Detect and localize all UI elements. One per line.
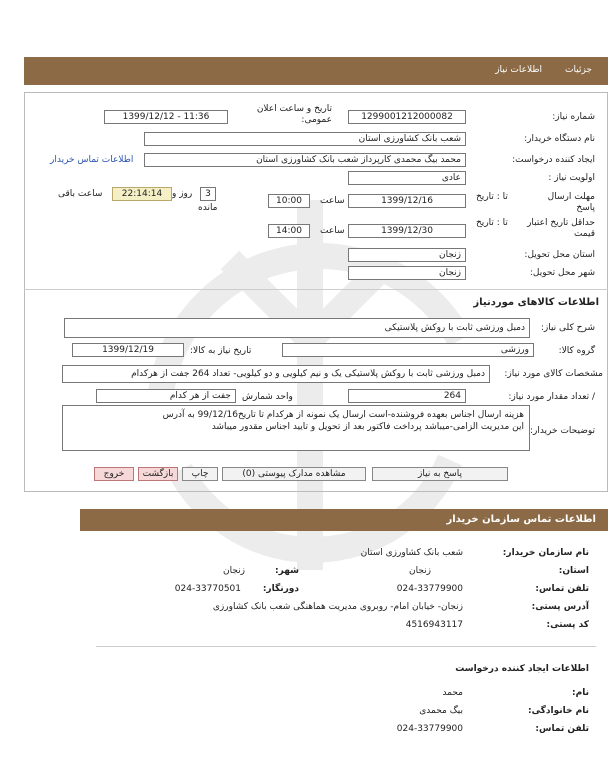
creator-name-value: محمد xyxy=(442,688,463,698)
creator-field: محمد بیگ محمدی کارپرداز شعب بانک کشاورزی استان xyxy=(144,153,466,167)
creator-phone-label: تلفن تماس: xyxy=(535,724,589,734)
days-label: روز و xyxy=(172,189,193,199)
validity-date-field: 1399/12/30 xyxy=(348,224,466,238)
contact-address-value: زنجان- خیابان امام- روبروی مدیریت هماهنگی شعب بانک کشاورزی xyxy=(212,602,463,612)
delivery-city-label: شهر محل تحویل: xyxy=(529,268,595,278)
delivery-province-label: استان محل تحویل: xyxy=(524,250,595,260)
need-summary-field: دمبل ورزشی ثابت با روکش پلاستیکی xyxy=(64,318,530,338)
deadline-to-date-label: تا : تاریخ xyxy=(476,192,508,202)
print-button[interactable]: چاپ xyxy=(182,467,218,481)
validity-to-date-label: تا : تاریخ xyxy=(476,218,508,228)
delivery-province-field: زنجان xyxy=(348,248,466,262)
deadline-time-label: ساعت xyxy=(320,196,345,206)
quantity-field: 264 xyxy=(348,389,466,403)
creator-family-label: نام خانوادگی: xyxy=(527,706,589,716)
need-number-field: 1299001212000082 xyxy=(348,110,466,124)
contact-fax-label: دورنگار: xyxy=(262,584,299,594)
days-remaining-field: 3 xyxy=(200,187,216,201)
top-header-bar xyxy=(24,57,608,85)
creator-family-value: بیگ محمدی xyxy=(419,706,463,716)
need-summary-label: شرح کلی نیاز: xyxy=(540,323,595,333)
contact-banner-title: اطلاعات تماس سازمان خریدار xyxy=(446,514,596,525)
contact-org-value: شعب بانک کشاورزی استان xyxy=(360,548,463,558)
creator-name-label: نام: xyxy=(572,688,589,698)
validity-label: حداقل تاریخ اعتبار قیمت xyxy=(527,218,595,239)
priority-field: عادی xyxy=(348,171,466,185)
contact-fax-value: 024-33770501 xyxy=(174,584,241,594)
deadline-label: مهلت ارسال پاسخ xyxy=(547,192,595,213)
contact-address-label: آدرس پستی: xyxy=(531,602,589,612)
goods-group-label: گروه کالا: xyxy=(558,346,595,356)
remaining-suffix: مانده xyxy=(198,203,218,213)
contact-province-label: استان: xyxy=(558,566,589,576)
unit-label: واحد شمارش xyxy=(242,392,293,402)
section-divider xyxy=(24,289,608,290)
buyer-contact-link[interactable]: اطلاعات تماس خریدار xyxy=(50,155,134,165)
buyer-org-label: نام دستگاه خریدار: xyxy=(524,134,595,144)
remaining-time-field: 22:14:14 xyxy=(112,187,172,201)
buyer-notes-line2: این مدیریت الزامی-میباشد پرداخت فاکتور بعد از تحویل و تایید اجناس مقدور میباشد xyxy=(211,422,524,432)
deadline-time-field: 10:00 xyxy=(268,194,310,208)
exit-button[interactable]: خروج xyxy=(94,467,134,481)
unit-field: جفت از هر کدام xyxy=(96,389,236,403)
reply-button[interactable]: پاسخ به نیاز xyxy=(372,467,508,481)
quantity-label: / تعداد مقدار مورد نیاز: xyxy=(508,392,595,402)
deadline-date-field: 1399/12/16 xyxy=(348,194,466,208)
delivery-city-field: زنجان xyxy=(348,266,466,280)
specs-label: مشخصات کالای مورد نیاز: xyxy=(504,369,603,379)
need-date-field: 1399/12/19 xyxy=(72,343,184,357)
need-date-label: تاریخ نیاز به کالا: xyxy=(190,346,252,356)
contact-postal-label: کد پستی: xyxy=(546,620,589,630)
tab-need-info[interactable]: اطلاعات نیاز xyxy=(495,65,542,75)
creator-label: ایجاد کننده درخواست: xyxy=(512,155,595,165)
tab-details[interactable]: جزئیات xyxy=(565,65,592,75)
announce-date-label: تاریخ و ساعت اعلان عمومی: xyxy=(256,104,332,125)
buyer-notes-line1: هزینه ارسال اجناس بعهده فروشنده-است ارسال یک نمونه از هرکدام تا تاریخ99/12/16 به آدرس xyxy=(162,410,524,420)
buyer-notes-field xyxy=(62,405,530,451)
creator-phone-value: 024-33779900 xyxy=(396,724,463,734)
contact-phone-value: 024-33779900 xyxy=(396,584,463,594)
need-number-label: شماره نیاز: xyxy=(552,112,595,122)
creator-info-title: اطلاعات ایجاد کننده درخواست xyxy=(455,664,589,674)
contact-province-value: زنجان xyxy=(408,566,431,576)
goods-group-field: ورزشی xyxy=(282,343,534,357)
contact-city-label: شهر: xyxy=(275,566,299,576)
buyer-org-field: شعب بانک کشاورزی استان xyxy=(144,132,466,146)
contact-divider xyxy=(96,646,596,647)
announce-date-field: 1399/12/12 - 11:36 xyxy=(104,110,228,124)
contact-postal-value: 4516943117 xyxy=(405,620,463,630)
contact-org-label: نام سازمان خریدار: xyxy=(502,548,589,558)
validity-time-label: ساعت xyxy=(320,226,345,236)
priority-label: اولویت نیاز : xyxy=(548,173,595,183)
goods-section-title: اطلاعات کالاهای موردنیاز xyxy=(473,297,599,308)
attachments-button[interactable]: مشاهده مدارک پیوستی (0) xyxy=(222,467,366,481)
contact-banner xyxy=(80,509,608,531)
buyer-notes-label: توضیحات خریدار: xyxy=(529,426,595,436)
remaining-label: ساعت باقی xyxy=(58,189,103,199)
back-button[interactable]: بازگشت xyxy=(138,467,178,481)
contact-city-value: زنجان xyxy=(222,566,245,576)
contact-phone-label: تلفن تماس: xyxy=(535,584,589,594)
specs-field: دمبل ورزشی ثابت با روکش پلاستیکی یک و نیم کیلویی و دو کیلویی- تعداد 264 جفت از هرکدام xyxy=(62,365,490,383)
validity-time-field: 14:00 xyxy=(268,224,310,238)
